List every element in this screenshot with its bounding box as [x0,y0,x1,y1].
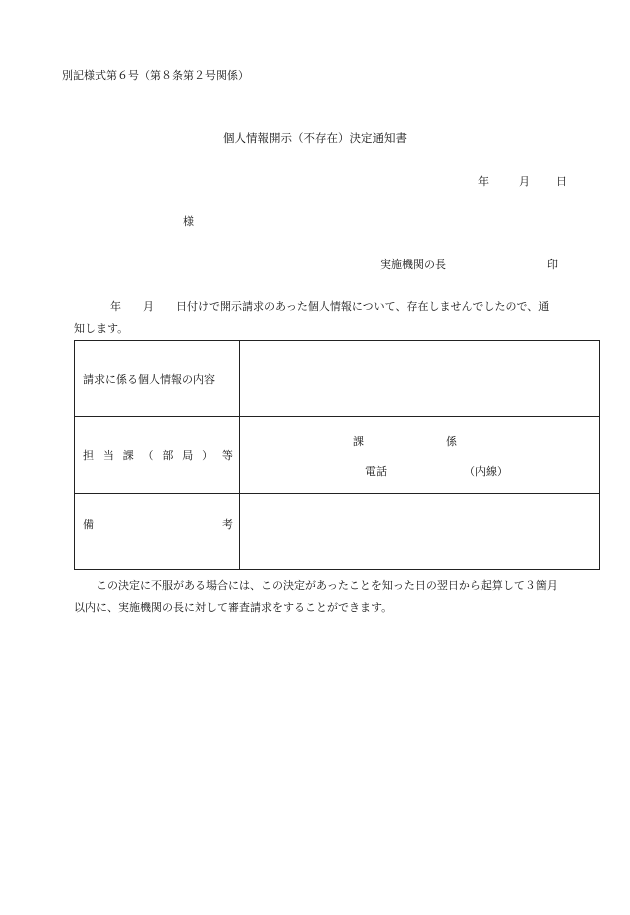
date-day-label: 日 [556,175,567,188]
date-year-label: 年 [478,175,489,188]
label-char: 備 [83,517,94,531]
label-char: 局 [182,449,194,462]
label-char: （ [142,449,154,462]
appeal-line-2: 以内に、実施機関の長に対して審査請求をすることができます。 [74,601,393,614]
label-char: 課 [122,449,134,462]
info-table [74,340,600,570]
remarks-label [75,494,240,570]
department-value [240,417,600,494]
form-number: 別記様式第６号（第８条第２号関係） [62,69,249,82]
addressee-suffix: 様 [183,215,194,228]
issuer-title: 実施機関の長 [380,258,446,271]
subsection-label: 係 [446,435,457,448]
section-label: 課 [353,435,364,448]
phone-label: 電話 [365,465,387,478]
label-char: 当 [102,449,114,462]
remarks-value [240,494,600,570]
issue-date [478,173,567,189]
body-year-label: 年 [110,300,121,313]
label-char: 部 [162,449,174,462]
appeal-line-1: この決定に不服がある場合には、この決定があったことを知った日の翌日から起算して３箇月 [96,579,558,592]
requested-info-label: 請求に係る個人情報の内容 [75,341,240,417]
body-line-1: 日付けで開示請求のあった個人情報について、存在しませんでしたので、通 [176,300,550,313]
table-row [75,494,600,570]
label-char: 等 [221,449,233,462]
table-row [75,341,600,417]
table-row [75,417,600,494]
label-char: ） [202,449,214,462]
body-month-label: 月 [143,300,154,313]
seal-mark: 印 [547,258,558,271]
body-paragraph [74,296,584,340]
date-month-label: 月 [519,175,530,188]
extension-label: （内線） [464,465,508,478]
body-line-2: 知します。 [74,322,129,335]
document-title: 個人情報開示（不存在）決定通知書 [223,131,407,145]
label-char: 担 [83,449,94,462]
department-label [75,417,240,494]
appeal-notice [74,575,600,619]
requested-info-value [240,341,600,417]
label-char: 考 [222,517,233,531]
